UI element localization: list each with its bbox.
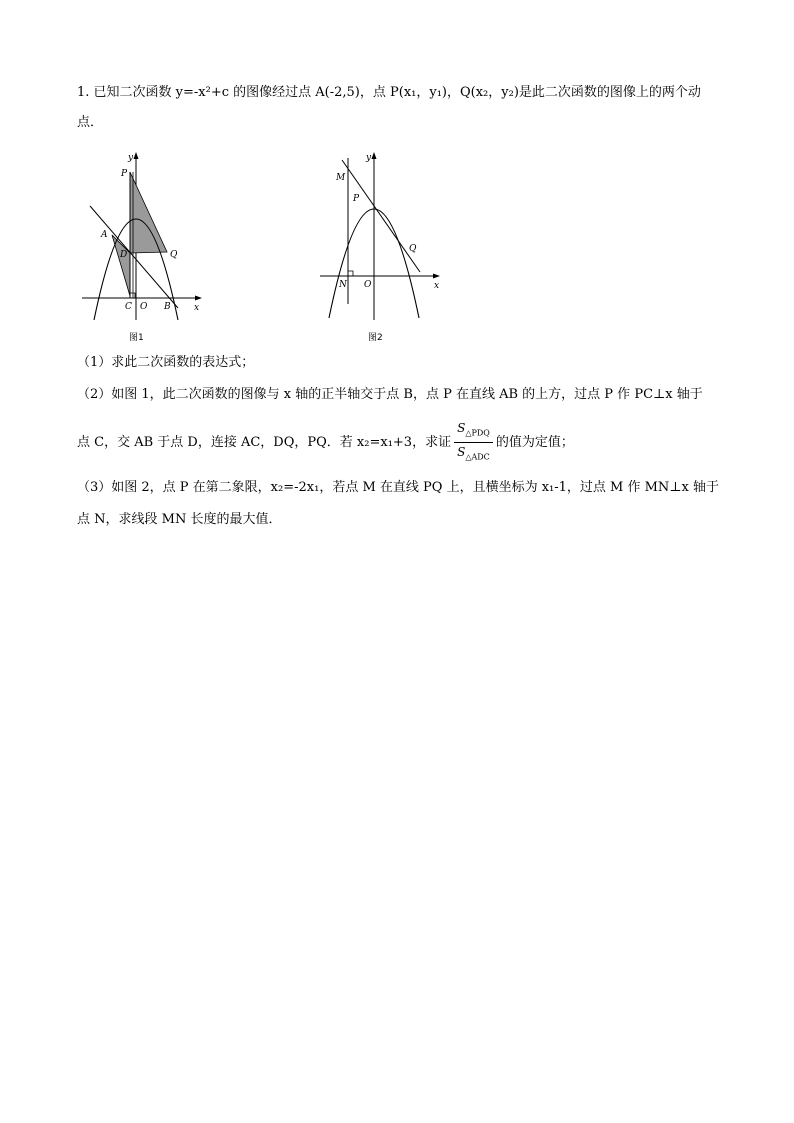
fig1-y-arrow xyxy=(134,152,139,159)
question-2-line1: （2）如图 1，此二次函数的图像与 x 轴的正半轴交于点 B，点 P 在直线 AB 的上方，过点 P 作 PC⊥x 轴于 xyxy=(77,387,703,402)
fig1-right-angle-mark xyxy=(130,293,135,298)
question-1: （1）求此二次函数的表达式； xyxy=(77,355,255,370)
fig2-label-q: Q xyxy=(409,244,417,254)
area-ratio-fraction xyxy=(454,420,493,466)
fig2-label-m: M xyxy=(336,173,346,183)
question-2-text-after: 的值为定值； xyxy=(495,434,574,450)
fig2-label-x: x xyxy=(434,281,440,291)
fig1-label-q: Q xyxy=(170,250,178,260)
numerator-symbol: S xyxy=(457,421,466,435)
question-2-line2 xyxy=(77,420,574,466)
fraction-denominator xyxy=(454,443,493,465)
figure-1-graph xyxy=(78,148,210,348)
question-2-text-before: 点 C，交 AB 于点 D，连接 AC，DQ，PQ．若 x₂=x₁+3，求证 xyxy=(77,434,452,450)
fig1-label-p: P xyxy=(121,169,128,179)
fig1-label-c: C xyxy=(125,302,132,312)
question-3-line1: （3）如图 2，点 P 在第二象限，x₂=-2x₁，若点 M 在直线 PQ 上，且横坐标为 x₁-1，过点 M 作 MN⊥x 轴于 xyxy=(77,480,719,495)
fig2-label-o: O xyxy=(364,280,372,290)
problem-intro-line1: 1. 已知二次函数 y=-x²+c 的图像经过点 A(-2,5)，点 P(x₁，y₁)，Q(x₂，y₂)是此二次函数的图像上的两个动 xyxy=(77,85,701,100)
fig1-label-y: y xyxy=(128,153,134,163)
figure-2 xyxy=(318,148,450,348)
fraction-numerator xyxy=(454,420,493,443)
fig2-caption: 图2 xyxy=(368,333,383,343)
fig1-label-x: x xyxy=(194,303,200,313)
problem-intro-line2: 点． xyxy=(77,115,104,130)
question-3-line2: 点 N，求线段 MN 长度的最大值． xyxy=(77,512,282,527)
figure-1 xyxy=(78,148,210,348)
fig1-caption: 图1 xyxy=(129,333,144,343)
fig2-label-y: y xyxy=(366,153,372,163)
fig1-label-d: D xyxy=(120,250,128,260)
fig1-x-arrow xyxy=(195,296,202,301)
fig1-label-b: B xyxy=(164,302,171,312)
fig2-right-angle-mark xyxy=(348,271,353,276)
denominator-symbol: S xyxy=(457,445,466,460)
figure-2-graph xyxy=(318,148,450,348)
fig2-y-arrow xyxy=(372,152,377,159)
fig2-line-pq xyxy=(342,160,420,272)
fig1-triangle-pdq xyxy=(130,172,167,253)
fig2-label-p: P xyxy=(353,194,360,204)
denominator-subscript: △ADC xyxy=(465,452,490,462)
fig2-label-n: N xyxy=(339,280,347,290)
fig1-label-o: O xyxy=(140,302,148,312)
fig1-label-a: A xyxy=(101,230,108,240)
fig2-x-arrow xyxy=(433,274,440,279)
numerator-subscript: △PDQ xyxy=(465,428,490,438)
